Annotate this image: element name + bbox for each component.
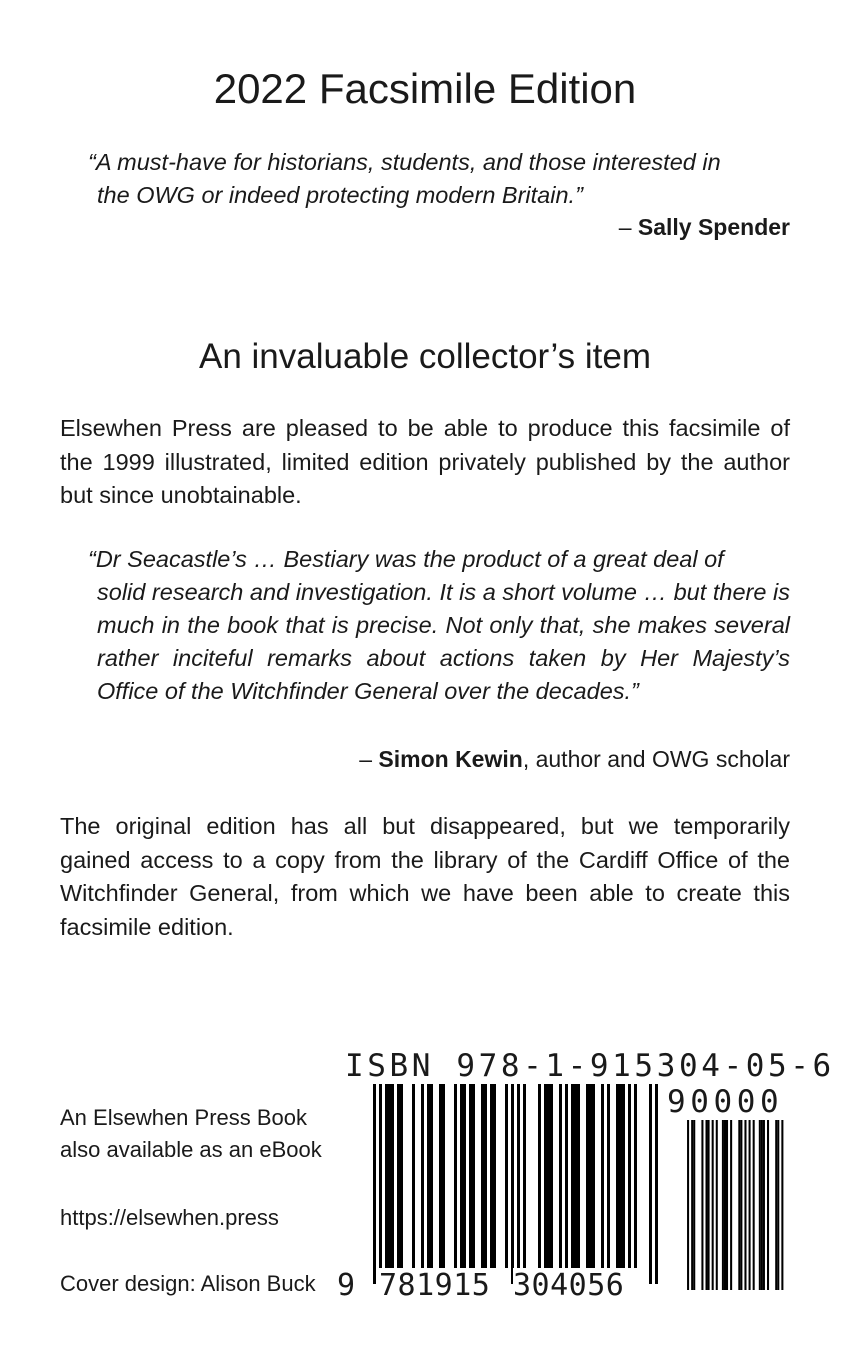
barcode-bar — [577, 1084, 580, 1268]
closing-paragraph: The original edition has all but disappeared, but we temporarily gained access to a copy from the library of the Cardiff Office of the Witchfinder General, from which we have been able to create this facsimile edition. — [60, 813, 790, 940]
barcode-bar — [523, 1084, 526, 1268]
attribution-dash: – — [618, 214, 638, 240]
barcode-bar — [701, 1120, 703, 1290]
review-author-1: Sally Spender — [637, 214, 790, 240]
barcode-bar — [722, 1120, 724, 1290]
barcode-bar — [601, 1084, 604, 1268]
review-quote-1-line2: the OWG or indeed protecting modern Britain.” — [97, 182, 583, 208]
intro-paragraph: Elsewhen Press are pleased to be able to produce this facsimile of the 1999 illustrated, limited edition privately published by the author but since unobtainable. — [60, 415, 790, 508]
barcode-bar — [616, 1084, 619, 1268]
barcode-bar — [493, 1084, 496, 1268]
barcode-bar — [463, 1084, 466, 1268]
barcode-bar — [726, 1120, 728, 1290]
barcode-bar — [388, 1084, 391, 1268]
barcode-bar — [712, 1120, 714, 1290]
barcode-bar — [586, 1084, 589, 1268]
review-quote-2 — [88, 543, 790, 708]
barcode-bar — [385, 1084, 388, 1268]
barcode-bar — [490, 1084, 493, 1268]
edition-title: 2022 Facsimile Edition — [213, 65, 637, 112]
barcode-bar — [391, 1084, 394, 1268]
barcode-bar — [547, 1084, 550, 1268]
section-heading: An invaluable collector’s item — [199, 337, 651, 376]
publisher-line: An Elsewhen Press Book — [60, 1105, 308, 1130]
review-quote-1 — [88, 146, 788, 212]
barcode-bar — [505, 1084, 508, 1268]
barcode-bar — [472, 1084, 475, 1268]
barcode-bar — [724, 1120, 726, 1290]
barcode-bar — [744, 1120, 746, 1290]
barcode-bar — [777, 1120, 779, 1290]
barcode-bar — [379, 1084, 382, 1284]
isbn-text: ISBN 978-1-915304-05-6 — [345, 1048, 835, 1084]
barcode-bar — [427, 1084, 430, 1268]
barcode-bar — [538, 1084, 541, 1268]
barcode-bar — [649, 1084, 652, 1284]
barcode-bar — [439, 1084, 442, 1268]
barcode-bar — [622, 1084, 625, 1268]
barcode-bar — [693, 1120, 695, 1290]
barcode-bar — [691, 1120, 693, 1290]
barcode-bar — [559, 1084, 562, 1268]
barcode-bar — [571, 1084, 574, 1268]
barcode-bar — [574, 1084, 577, 1268]
barcode-bar — [767, 1120, 769, 1290]
barcode-bar — [628, 1084, 631, 1268]
barcode-bar — [607, 1084, 610, 1268]
barcode-bar — [781, 1120, 783, 1290]
barcode-bar — [740, 1120, 742, 1290]
addon-digits: 90000 — [667, 1084, 784, 1120]
barcode-bar — [460, 1084, 463, 1268]
barcode-left-digits: 781915 — [379, 1268, 491, 1303]
barcode-bar — [749, 1120, 751, 1290]
barcode-bar — [761, 1120, 763, 1290]
ebook-line: also available as an eBook — [60, 1137, 322, 1162]
barcode-bar — [550, 1084, 553, 1268]
review-author-2: Simon Kewin — [378, 746, 523, 772]
barcode-bar — [738, 1120, 740, 1290]
barcode-bar — [421, 1084, 424, 1268]
cover-credit: Cover design: Alison Buck — [60, 1271, 316, 1296]
isbn-barcode — [337, 1046, 835, 1306]
barcode-bar — [708, 1120, 710, 1290]
barcode-bar — [517, 1084, 520, 1284]
barcode-bar — [759, 1120, 761, 1290]
barcode-bar — [589, 1084, 592, 1268]
barcode-bar — [753, 1120, 755, 1290]
review-attribution-2 — [359, 744, 790, 774]
barcode-bar — [565, 1084, 568, 1268]
barcode-bar — [481, 1084, 484, 1268]
barcode-bar — [634, 1084, 637, 1268]
barcode-bar — [400, 1084, 403, 1268]
review-attribution-1 — [619, 212, 790, 242]
barcode-bar — [511, 1084, 514, 1284]
barcode-bar — [544, 1084, 547, 1268]
barcode-bar — [397, 1084, 400, 1268]
barcode-bar — [716, 1120, 718, 1290]
barcode-first-digit: 9 — [337, 1268, 356, 1303]
barcode-bar — [592, 1084, 595, 1268]
barcode-bar — [730, 1120, 732, 1290]
barcode-bar — [454, 1084, 457, 1268]
barcode-bar — [373, 1084, 376, 1284]
publisher-url[interactable]: https://elsewhen.press — [60, 1205, 279, 1230]
barcode-bar — [619, 1084, 622, 1268]
barcode-bar — [412, 1084, 415, 1268]
review-quote-2-first: “Dr Seacastle’s … Bestiary was the product of a great deal of — [88, 546, 724, 572]
barcode-bar — [430, 1084, 433, 1268]
barcode-bar — [687, 1120, 689, 1290]
barcode-bar — [442, 1084, 445, 1268]
barcode-bar — [706, 1120, 708, 1290]
barcode-bar — [763, 1120, 765, 1290]
barcode-bar — [655, 1084, 658, 1284]
review-quote-2-rest: solid research and investigation. It is a short volume … but there is much in the book that is precise. Not only that, she makes several rather inciteful remarks about actions taken by Her Majesty’s Office of the Witchfinder General over the decades.” — [97, 579, 790, 704]
barcode-right-digits: 304056 — [513, 1268, 625, 1303]
review-author-2-suffix: , author and OWG scholar — [522, 746, 790, 772]
barcode-bar — [775, 1120, 777, 1290]
attribution-dash: – — [359, 746, 379, 772]
review-quote-1-line1: “A must-have for historians, students, and those interested in — [88, 149, 721, 175]
barcode-bar — [469, 1084, 472, 1268]
barcode-bar — [484, 1084, 487, 1268]
